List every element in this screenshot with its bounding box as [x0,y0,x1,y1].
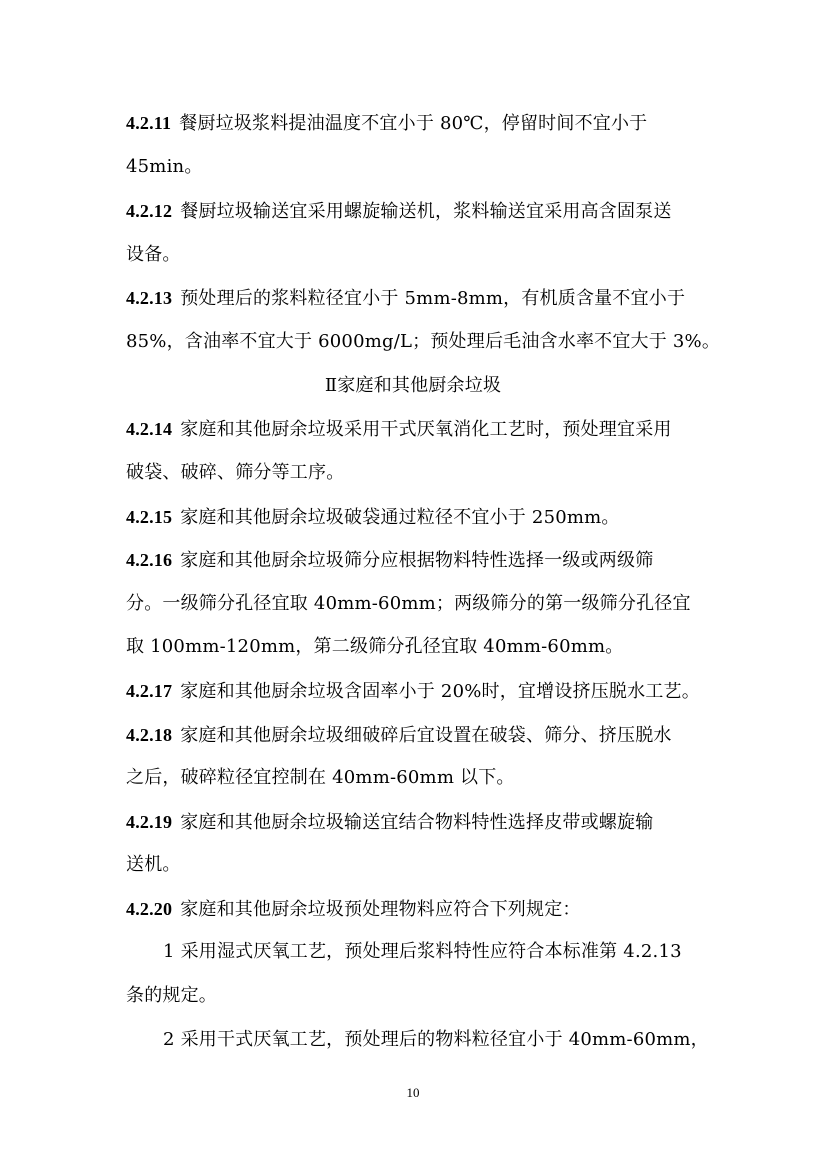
clause-4-2-14-line-2: 破袋、破碎、筛分等工序。 [126,462,345,483]
clause-4-2-19-line-2: 送机。 [126,854,181,875]
clause-4-2-16-line-1 [126,547,653,574]
clause-4-2-19-line-1 [126,809,653,836]
clause-text: 预处理后的浆料粒径宜小于 5mm-8mm，有机质含量不宜小于 [180,288,686,309]
clause-number: 4.2.19 [126,812,173,832]
clause-text: 家庭和其他厨余垃圾筛分应根据物料特性选择一级或两级筛 [180,550,654,571]
clause-number: 4.2.18 [126,725,173,745]
clause-4-2-12-line-2: 设备。 [126,244,181,265]
page-number: 10 [406,1085,420,1100]
clause-4-2-11-line-2: 45min。 [126,156,203,177]
clause-text: 餐厨垃圾输送宜采用螺旋输送机，浆料输送宜采用高含固泵送 [180,201,672,222]
clause-4-2-13-line-1 [126,285,685,312]
clause-number: 4.2.13 [126,288,173,308]
clause-number: 4.2.14 [126,419,173,439]
clause-number: 4.2.20 [126,899,173,919]
item-2-line-1: 2 采用干式厌氧工艺，预处理后的物料粒径宜小于 40mm-60mm， [163,1029,709,1050]
clause-number: 4.2.17 [126,681,173,701]
section-heading: Ⅱ家庭和其他厨余垃圾 [324,375,502,396]
clause-4-2-12-line-1 [126,198,672,225]
clause-text: 家庭和其他厨余垃圾输送宜结合物料特性选择皮带或螺旋输 [180,812,654,833]
clause-4-2-15-line-1 [126,504,620,531]
clause-4-2-13-line-2: 85%，含油率不宜大于 6000mg/L；预处理后毛油含水率不宜大于 3%。 [126,331,721,352]
clause-number: 4.2.15 [126,507,173,527]
clause-text: 家庭和其他厨余垃圾破袋通过粒径不宜小于 250mm。 [180,507,620,528]
clause-4-2-20-line-1 [126,896,581,923]
clause-4-2-17-line-1 [126,678,700,705]
clause-4-2-18-line-1 [126,722,672,749]
clause-text: 家庭和其他厨余垃圾预处理物料应符合下列规定： [180,899,581,920]
clause-4-2-11-line-1 [126,110,647,137]
item-1-line-2: 条的规定。 [126,985,217,1006]
clause-number: 4.2.12 [126,201,173,221]
clause-text: 家庭和其他厨余垃圾细破碎后宜设置在破袋、筛分、挤压脱水 [180,725,672,746]
clause-text: 餐厨垃圾浆料提油温度不宜小于 80℃，停留时间不宜小于 [179,113,648,134]
clause-4-2-18-line-2: 之后，破碎粒径宜控制在 40mm-60mm 以下。 [126,767,515,788]
clause-4-2-16-line-2: 分。一级筛分孔径宜取 40mm-60mm；两级筛分的第一级筛分孔径宜 [126,593,691,614]
clause-4-2-14-line-1 [126,416,672,443]
clause-text: 家庭和其他厨余垃圾采用干式厌氧消化工艺时，预处理宜采用 [180,419,672,440]
clause-4-2-16-line-3: 取 100mm-120mm，第二级筛分孔径宜取 40mm-60mm。 [126,636,624,657]
clause-number: 4.2.16 [126,550,173,570]
item-1-line-1: 1 采用湿式厌氧工艺，预处理后浆料特性应符合本标准第 4.2.13 [163,941,682,962]
clause-number: 4.2.11 [126,113,172,133]
clause-text: 家庭和其他厨余垃圾含固率小于 20%时，宜增设挤压脱水工艺。 [180,681,700,702]
